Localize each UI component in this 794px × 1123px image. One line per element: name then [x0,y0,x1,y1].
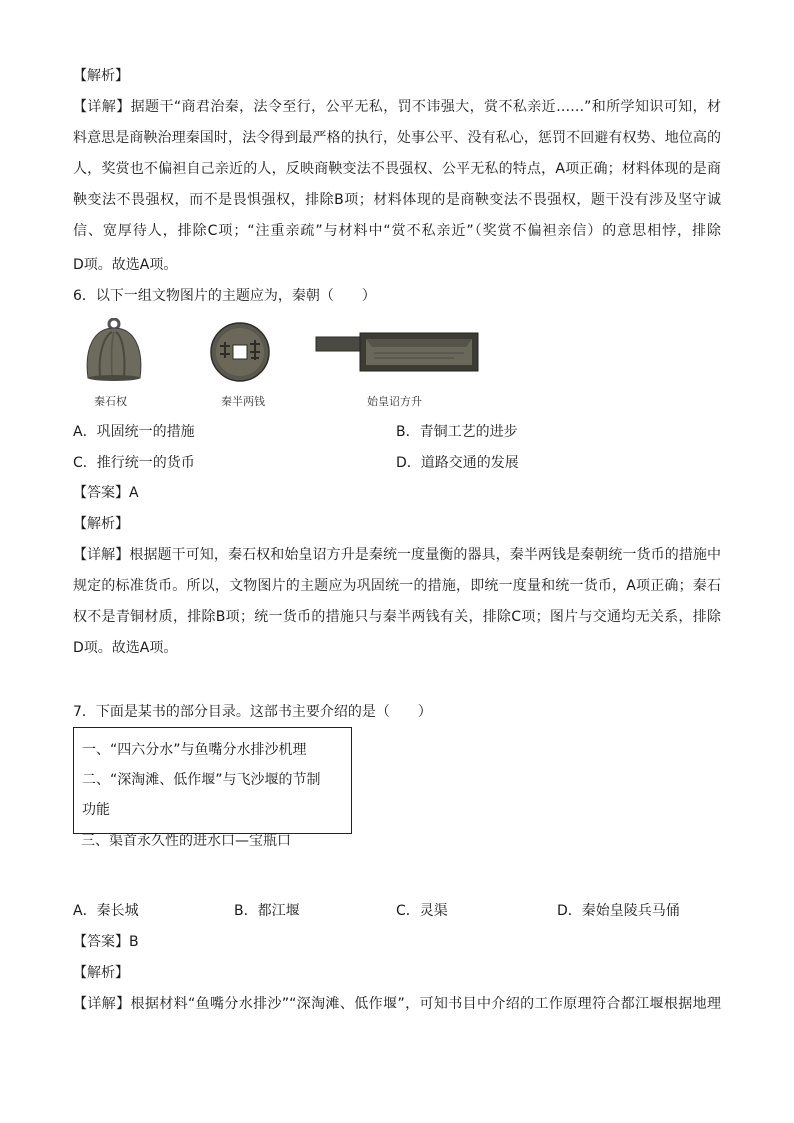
option-d: D．道路交通的发展 [396,455,519,471]
detail-line: 【详解】根据材料“鱼嘴分水排沙”“深淘滩、低作堰”，可知书目中介绍的工作原理符合都江堰根据地理 [73,996,721,1012]
catalog-line: 三、渠首永久性的进水口—宝瓶口 [81,833,291,849]
detail-line: D项。故选A项。 [73,640,178,656]
answer-label: 【答案】A [73,485,139,501]
catalog-line: 二、“深淘滩、低作堰”与飞沙堰的节制 [82,772,321,788]
image-caption: 秦半两钱 [221,395,265,408]
question-6-stem: 6．以下一组文物图片的主题应为，秦朝（ ） [73,288,376,304]
detail-line: 【详解】根据题干可知，秦石权和始皇诏方升是秦统一度量衡的器具，秦半两钱是秦朝统一货币的措施中 [73,547,721,563]
coin-image [208,318,272,384]
detail-line: 权不是青铜材质，排除B项；统一货币的措施只与秦半两钱有关，排除C项；图片与交通均无关系，排除 [73,609,721,625]
image-caption: 始皇诏方升 [367,395,422,408]
option-c: C．灵渠 [396,903,448,919]
question-7-stem: 7．下面是某书的部分目录。这部书主要介绍的是（ ） [73,704,432,720]
analysis-label: 【解析】 [73,965,129,981]
catalog-line: 功能 [82,802,110,818]
detail-line: 信、宽厚待人，排除C项；“注重亲疏”与材料中“赏不私亲近”（奖赏不偏袒亲信）的意思相悖，排除 [73,223,721,239]
option-c: C．推行统一的货币 [73,455,195,471]
option-b: B．都江堰 [234,903,300,919]
analysis-label: 【解析】 [73,68,129,84]
detail-line: 料意思是商鞅治理秦国时，法令得到最严格的执行，处事公平、没有私心，惩罚不回避有权势、地位高的 [73,130,721,146]
detail-line: D项。故选A项。 [73,257,178,273]
detail-line: 【详解】据题干“商君治秦，法令至行，公平无私，罚不讳强大，赏不私亲近……”和所学知识可知，材 [73,99,721,115]
option-b: B．青铜工艺的进步 [396,424,518,440]
catalog-box [73,727,352,834]
analysis-label: 【解析】 [73,516,129,532]
option-a: A．巩固统一的措施 [73,424,195,440]
option-d: D．秦始皇陵兵马俑 [557,903,680,919]
answer-label: 【答案】B [73,934,139,950]
image-caption: 秦石权 [94,395,127,408]
catalog-line: 一、“四六分水”与鱼嘴分水排沙机理 [82,742,307,758]
detail-line: 人，奖赏也不偏袒自己亲近的人，反映商鞅变法不畏强权、公平无私的特点，A项正确；材料体现的是商 [73,161,721,177]
detail-line: 规定的标准货币。所以，文物图片的主题应为巩固统一的措施，即统一度量和统一货币，A项正确；秦石 [73,578,721,594]
stone-weight-image [78,318,150,384]
measure-vessel-image [314,325,480,375]
detail-line: 鞅变法不畏强权，而不是畏惧强权，排除B项；材料体现的是商鞅变法不畏强权，题干没有涉及坚守诚 [73,192,721,208]
option-a: A．秦长城 [73,903,139,919]
